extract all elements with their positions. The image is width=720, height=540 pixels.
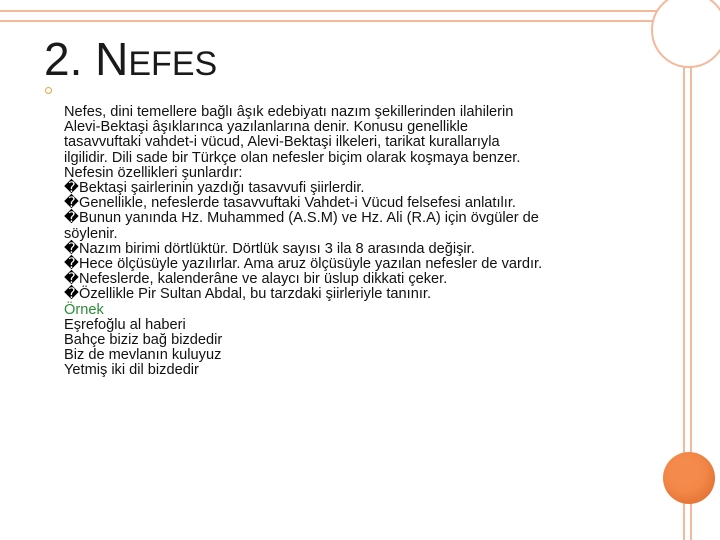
decorative-circle-top (651, 0, 720, 68)
bullet-glyph-icon: � (64, 180, 79, 197)
paragraph-line: Nefesin özellikleri şunlardır: (64, 164, 243, 181)
feature-item: �Bektaşi şairlerinin yazdığı tasavvufi şiirlerdir. (64, 180, 365, 197)
feature-item: �Nazım birimi dörtlüktür. Dörtlük sayısı 3 ila 8 arasında değişir. (64, 240, 475, 257)
decorative-circle-bottom (663, 452, 715, 504)
poem-line: Bahçe biziz bağ bizdedir (64, 332, 223, 349)
feature-item: �Hece ölçüsüyle yazılırlar. Ama aruz ölçüsüyle yazılan nefesler de vardır. (64, 256, 543, 273)
bullet-glyph-icon: � (64, 286, 79, 303)
slide-body (64, 105, 664, 379)
paragraph-line: tasavvuftaki vahdet-i vücud, Alevi-Bektaşi ilkeleri, tarikat kurallarıyla (64, 134, 500, 151)
poem-line: Yetmiş iki dil bizdedir (64, 362, 199, 379)
paragraph-line: Alevi-Bektaşi âşıklarınca yazılanlarına denir. Konusu genellikle (64, 119, 468, 136)
feature-item: �Genellikle, nefeslerde tasavvuftaki Vahdet-i Vücud felsefesi anlatılır. (64, 195, 516, 212)
feature-item: �Bunun yanında Hz. Muhammed (A.S.M) ve Hz. Ali (R.A) için övgüler de (64, 210, 539, 227)
paragraph-line: ilgilidir. Dili sade bir Türkçe olan nefesler biçim olarak koşmaya benzer. (64, 149, 521, 166)
bullet-glyph-icon: � (64, 271, 79, 288)
bullet-ring-icon (45, 87, 52, 94)
example-label: Örnek (64, 301, 104, 318)
feature-item: �Nefeslerde, kalenderâne ve alaycı bir üslup dikkati çeker. (64, 271, 448, 288)
bullet-glyph-icon: � (64, 240, 79, 257)
poem-line: Eşrefoğlu al haberi (64, 316, 186, 333)
decorative-frame-top (0, 10, 683, 22)
bullet-glyph-icon: � (64, 210, 79, 227)
bullet-glyph-icon: � (64, 256, 79, 273)
slide-title: 2. NEFES (44, 33, 218, 85)
feature-item: �Özellikle Pir Sultan Abdal, bu tarzdaki şiirleriyle tanınır. (64, 286, 431, 303)
feature-item-continuation: söylenir. (64, 225, 118, 242)
paragraph-line: Nefes, dini temellere bağlı âşık edebiyatı nazım şekillerinden ilahilerin (64, 104, 514, 120)
bullet-glyph-icon: � (64, 195, 79, 212)
poem-line: Biz de mevlanın kuluyuz (64, 347, 222, 364)
